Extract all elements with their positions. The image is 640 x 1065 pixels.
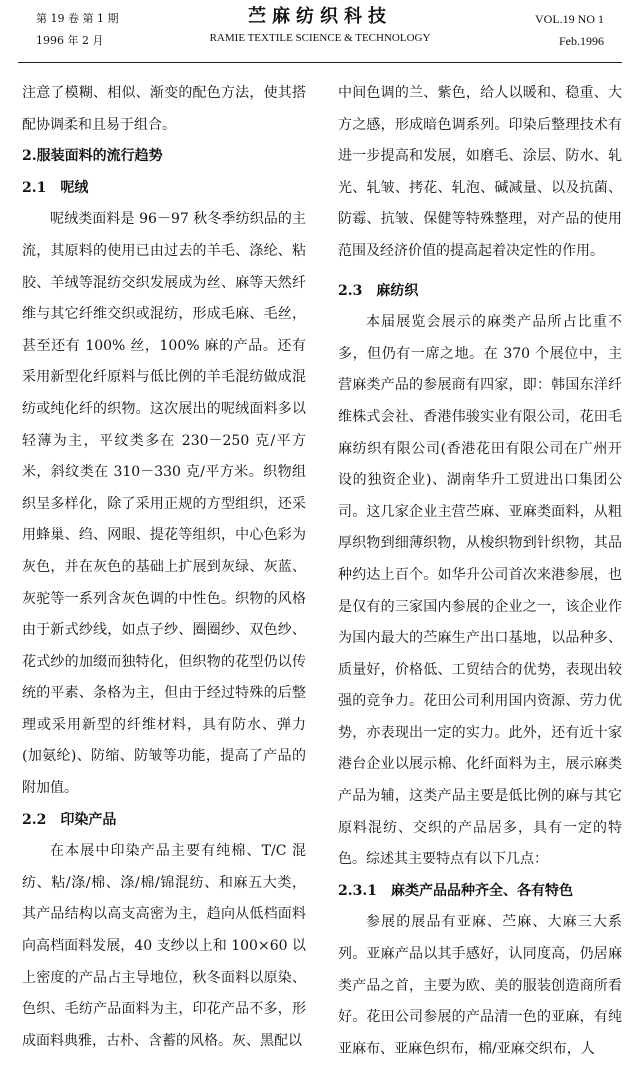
volume-info-en	[535, 8, 604, 52]
subsection-title: 麻纺织	[376, 282, 419, 299]
journal-title-cn: 苎麻纺织科技	[248, 6, 392, 27]
subsection-number: 2.3	[338, 282, 363, 299]
paragraph-wool: 呢绒类面料是 96－97 秋冬季纺织品的主流，其原料的使用已由过去的羊毛、涤纶、粘胶、羊绒等混纺交织发展成为丝、麻等天然纤维与其它纤维交织或混纺，形成毛麻、毛丝，甚至还有 100% 丝，100% 麻的产品。还有采用新型化纤原料与低比例的羊毛混纺做成混纺或纯化纤的织物。这次展出的呢绒面料多以轻薄为主，平纹类多在 230－250 克/平方米，斜纹类在 310－330 克/平方米。织物组织呈多样化，除了采用正规的方型组织，还采用蜂巢、绉、网眼、提花等组织，中心色彩为灰色，并在灰色的基础上扩展到灰绿、灰蓝、灰驼等一系列含灰色调的中性色。织物的风格由于新式纱线，如点子纱、圈圈纱、双色纱、花式纱的加缀而独特化，但织物的花型仍以传统的平素、条格为主，但由于经过特殊的后整理或采用新型的纤维材料，具有防水、弹力(加氨纶)、防缩、防皱等功能，提高了产品的附加值。	[22, 211, 306, 797]
paragraph-varieties: 参展的展品有亚麻、苎麻、大麻三大系列。亚麻产品以其手感好，认同度高，仍居麻类产品之首，主要为欧、美的服装创造商所看好。花田公司参展的产品清一色的亚麻，有纯亚麻布、亚麻色织布，棉/亚麻交织布，人	[338, 914, 622, 1057]
subsection-title: 印染产品	[60, 811, 117, 828]
page-header	[0, 0, 640, 62]
subsection-number: 2.1	[22, 179, 47, 196]
issue-info	[36, 8, 118, 52]
paragraph-printing: 在本展中印染产品主要有纯棉、T/C 混纺、粘/涤/棉、涤/棉/锦混纺、和麻五大类，其产品结构以高支高密为主，趋向从低档面料向高档面料发展，40 支纱以上和 100×60 以上密度的产品占主导地位，秋冬面料以原染、色织、毛纺产品面料为主，印花产品不多，形成面料典雅，古朴、含蓄的风格。灰、黑配以	[22, 843, 306, 1049]
volume-issue: 第 19 卷 第 1 期	[36, 12, 119, 25]
subsection-title: 呢绒	[60, 179, 89, 196]
journal-title-en: RAMIE TEXTILE SCIENCE & TECHNOLOGY	[209, 32, 431, 44]
section-heading: 2.服装面料的流行趋势	[22, 148, 163, 165]
issue-date-cn: 1996 年 2 月	[36, 34, 104, 47]
header-rule	[18, 62, 622, 63]
subsubsection-heading	[338, 876, 622, 908]
subsubsection-title: 麻类产品品种齐全、各有特色	[390, 882, 573, 899]
subsection-heading-printing	[22, 805, 306, 837]
subsection-heading-ramie	[338, 276, 622, 308]
subsection-number: 2.2	[22, 811, 47, 828]
journal-title	[170, 4, 470, 46]
left-column	[22, 78, 306, 1057]
subsubsection-number: 2.3.1	[338, 882, 377, 899]
right-column	[338, 78, 622, 1065]
paragraph-continued: 中间色调的兰、紫色，给人以暖和、稳重、大方之感，形成暗色调系列。印染后整理技术有进一步提高和发展，如磨毛、涂层、防水、轧光、轧皱、拷花、轧泡、碱减量、以及抗菌、防霉、抗皱、保健等特殊整理，对产品的使用范围及经济价值的提高起着决定性的作用。	[338, 85, 622, 259]
issue-date-en: Feb.1996	[559, 34, 604, 48]
volume-number-en: VOL.19 NO 1	[535, 12, 604, 26]
paragraph-ramie: 本届展览会展示的麻类产品所占比重不多，但仍有一席之地。在 370 个展位中，主营麻类产品的参展商有四家，即：韩国东洋纤维株式会社、香港伟骏实业有限公司，花田毛麻纺织有限公司(香港花田有限公司在广州开设的独资企业)、湖南华升工贸进出口集团公司。这几家企业主营苎麻、亚麻类面料，从粗厚织物到细薄织物，从梭织物到针织物，其品种约达上百个。如华升公司首次来港参展，也是仅有的三家国内参展的企业之一，该企业作为国内最大的苎麻生产出口基地，以品种多、质量好，价格低、工贸结合的优势，表现出较强的竞争力。花田公司利用国内资源、劳力优势，亦表现出一定的实力。此外，还有近十家港台企业以展示棉、化纤面料为主，展示麻类产品为辅，这类产品主要是低比例的麻与其它原料混纺、交织的产品居多，具有一定的特色。综述其主要特点有以下几点：	[338, 314, 622, 868]
paragraph-continued: 注意了模糊、相似、渐变的配色方法，使其搭配协调柔和且易于组合。	[22, 85, 306, 133]
subsection-heading-wool	[22, 173, 306, 205]
